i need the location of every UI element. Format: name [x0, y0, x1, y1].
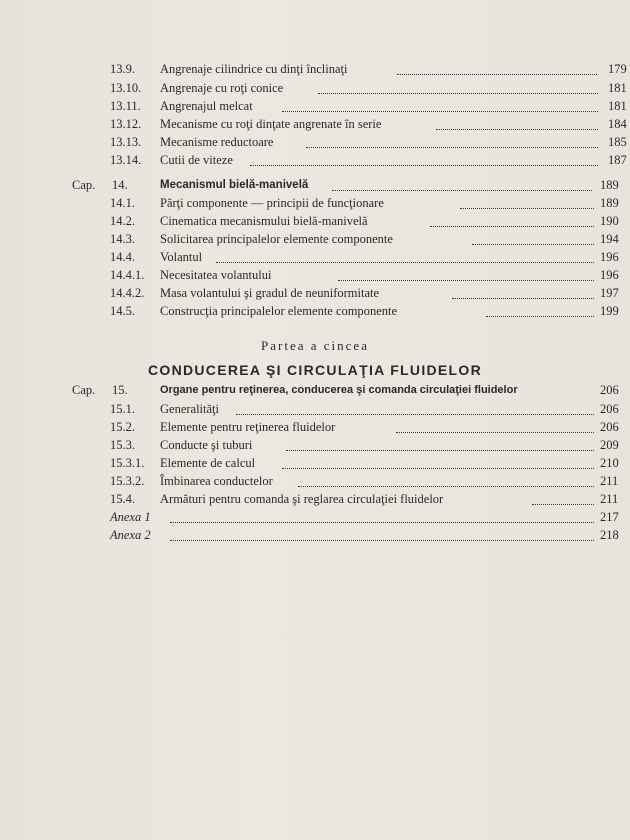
entry-title: Necesitatea volantului	[160, 268, 272, 282]
entry-number: 15.4.	[110, 492, 135, 506]
dot-leader	[338, 277, 594, 281]
entry-number: 15.3.2.	[110, 474, 145, 488]
entry-page: 184	[608, 117, 627, 131]
entry-number: 13.13.	[110, 135, 142, 149]
entry-number: 13.14.	[110, 153, 142, 167]
toc-entry-14-3	[0, 230, 630, 248]
entry-title: Angrenajul melcat	[160, 99, 253, 113]
dot-leader	[236, 411, 594, 415]
toc-entry-13-10	[0, 79, 630, 97]
toc-entry-13-14	[0, 151, 630, 169]
dot-leader	[460, 205, 594, 209]
entry-page: 181	[608, 99, 627, 113]
entry-number: 14.5.	[110, 304, 135, 318]
annex-page: 217	[600, 510, 619, 524]
toc-entry-13-11	[0, 97, 630, 115]
entry-page: 190	[600, 214, 619, 228]
entry-number: 14.4.2.	[110, 286, 145, 300]
entry-page: 206	[600, 420, 619, 434]
chapter-number: 14.	[112, 178, 128, 192]
part-title: CONDUCEREA ŞI CIRCULAŢIA FLUIDELOR	[147, 362, 483, 378]
chapter-title: Organe pentru reţinerea, conducerea şi comanda circulaţiei fluidelor	[160, 384, 518, 396]
entry-page: 196	[600, 268, 619, 282]
toc-entry-13-12	[0, 115, 630, 133]
entry-number: 13.9.	[110, 62, 135, 76]
toc-entry-14-1	[0, 194, 630, 212]
entry-title: Masa volantului şi gradul de neuniformitate	[160, 286, 380, 300]
toc-entry-15-1	[0, 400, 630, 418]
part-label: Partea a cincea	[261, 338, 369, 353]
dot-leader	[472, 241, 594, 245]
entry-page: 209	[600, 438, 619, 452]
chapter-number: 15.	[112, 383, 128, 397]
entry-page: 211	[600, 474, 619, 488]
entry-page: 196	[600, 250, 619, 264]
toc-entry-15-3	[0, 436, 630, 454]
entry-number: 14.4.	[110, 250, 135, 264]
toc-entry-15-4	[0, 490, 630, 508]
entry-page: 199	[600, 304, 619, 318]
entry-title: Cutii de viteze	[160, 153, 233, 167]
toc-entry-14-4	[0, 248, 630, 266]
dot-leader	[396, 429, 594, 433]
dot-leader	[298, 483, 594, 487]
toc-entry-13-9	[0, 60, 630, 78]
chapter-prefix: Cap.	[72, 178, 96, 192]
dot-leader	[486, 313, 594, 317]
entry-number: 13.11.	[110, 99, 141, 113]
entry-title: Îmbinarea conductelor	[160, 474, 273, 488]
entry-title: Angrenaje cilindrice cu dinţi înclinaţi	[160, 62, 348, 76]
dot-leader	[452, 295, 594, 299]
entry-number: 15.2.	[110, 420, 135, 434]
entry-page: 181	[608, 81, 627, 95]
dot-leader	[286, 447, 594, 451]
toc-entry-15-2	[0, 418, 630, 436]
entry-title: Angrenaje cu roţi conice	[160, 81, 284, 95]
dot-leader	[170, 519, 594, 523]
toc-annex-1	[0, 508, 630, 526]
dot-leader	[532, 501, 594, 505]
entry-title: Volantul	[160, 250, 203, 264]
entry-title: Părţi componente — principii de funcţionare	[160, 196, 384, 210]
dot-leader	[397, 71, 597, 75]
annex-page: 218	[600, 528, 619, 542]
dot-leader	[318, 90, 598, 94]
entry-number: 14.4.1.	[110, 268, 145, 282]
chapter-page: 189	[600, 178, 619, 192]
toc-entry-15-3-1	[0, 454, 630, 472]
dot-leader	[436, 126, 598, 130]
entry-title: Conducte şi tuburi	[160, 438, 253, 452]
entry-page: 194	[600, 232, 619, 246]
toc-annex-2	[0, 526, 630, 544]
entry-page: 210	[600, 456, 619, 470]
entry-page: 189	[600, 196, 619, 210]
dot-leader	[282, 465, 594, 469]
entry-number: 14.1.	[110, 196, 135, 210]
entry-number: 13.12.	[110, 117, 142, 131]
dot-leader	[306, 144, 598, 148]
entry-number: 15.1.	[110, 402, 135, 416]
entry-title: Construcţia principalelor elemente componente	[160, 304, 398, 318]
annex-title: Anexa 1	[110, 510, 151, 524]
entry-number: 15.3.	[110, 438, 135, 452]
entry-page: 179	[608, 62, 627, 76]
toc-entry-14-4-1	[0, 266, 630, 284]
dot-leader	[250, 162, 598, 166]
entry-title: Elemente de calcul	[160, 456, 256, 470]
entry-title: Armături pentru comanda şi reglarea circulaţiei fluidelor	[160, 492, 444, 506]
entry-title: Elemente pentru reţinerea fluidelor	[160, 420, 336, 434]
entry-page: 187	[608, 153, 627, 167]
chapter-page: 206	[600, 383, 619, 397]
entry-number: 13.10.	[110, 81, 142, 95]
entry-page: 197	[600, 286, 619, 300]
toc-chapter-15	[0, 381, 630, 399]
entry-page: 211	[600, 492, 619, 506]
entry-title: Mecanisme cu roţi dinţate angrenate în serie	[160, 117, 382, 131]
toc-entry-14-2	[0, 212, 630, 230]
chapter-prefix: Cap.	[72, 383, 96, 397]
entry-page: 185	[608, 135, 627, 149]
entry-number: 15.3.1.	[110, 456, 145, 470]
entry-title: Mecanisme reductoare	[160, 135, 274, 149]
entry-title: Cinematica mecanismului bielă-manivelă	[160, 214, 368, 228]
entry-number: 14.2.	[110, 214, 135, 228]
entry-title: Generalităţi	[160, 402, 219, 416]
entry-page: 206	[600, 402, 619, 416]
entry-number: 14.3.	[110, 232, 135, 246]
dot-leader	[282, 108, 598, 112]
annex-title: Anexa 2	[110, 528, 151, 542]
toc-entry-14-4-2	[0, 284, 630, 302]
toc-entry-15-3-2	[0, 472, 630, 490]
toc-chapter-14	[0, 176, 630, 194]
dot-leader	[332, 187, 592, 191]
dot-leader	[170, 537, 594, 541]
toc-entry-14-5	[0, 302, 630, 320]
dot-leader	[216, 259, 594, 263]
dot-leader	[430, 223, 594, 227]
toc-entry-13-13	[0, 133, 630, 151]
chapter-title: Mecanismul bielă-manivelă	[160, 179, 309, 191]
entry-title: Solicitarea principalelor elemente componente	[160, 232, 393, 246]
